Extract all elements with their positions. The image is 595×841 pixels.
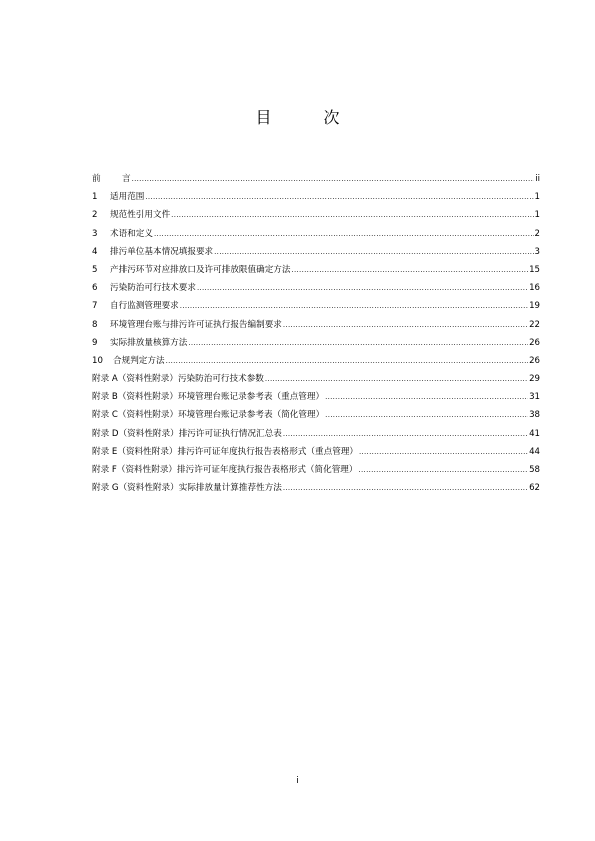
toc-entry-8[interactable] (92, 316, 540, 334)
toc-entry-4[interactable] (92, 243, 540, 261)
toc-entry-label: 言 (122, 174, 131, 184)
toc-entry-appendix-c[interactable] (92, 406, 540, 424)
toc-entry-label: 附录 B（资料性附录）环境管理台账记录参考表（重点管理） (92, 392, 325, 403)
toc-entry-7[interactable] (92, 297, 540, 315)
toc-entry-label: 规范性引用文件 (110, 210, 171, 221)
toc-entry-number: 1 (92, 192, 98, 203)
toc-entry-page: 26 (529, 337, 540, 348)
toc-entry-label: 产排污环节对应排放口及许可排放限值确定方法 (110, 264, 291, 275)
toc-leader-dots (132, 170, 535, 188)
toc-entry-label: 环境管理台账与排污许可证执行报告编制要求 (110, 319, 282, 330)
toc-entry-number: 2 (92, 210, 98, 221)
toc-entry-page: 15 (529, 264, 540, 275)
toc-leader-dots (359, 443, 528, 461)
toc-entry-label: 附录 F（资料性附录）排污许可证年度执行报告表格形式（简化管理） (92, 465, 358, 475)
toc-entry-label: 附录 C（资料性附录）环境管理台账记录参考表（简化管理） (92, 410, 325, 421)
toc-entry-label: 术语和定义 (110, 228, 153, 239)
toc-entry-label: 自行监测管理要求 (110, 301, 179, 312)
toc-leader-dots (180, 297, 528, 315)
toc-leader-dots (166, 352, 528, 370)
toc-entry-appendix-f[interactable] (92, 461, 540, 479)
toc-entry-number: 前 (92, 174, 101, 184)
toc-leader-dots (283, 316, 528, 334)
toc-entry-page: ii (535, 174, 540, 184)
toc-entry-number: 6 (92, 283, 98, 294)
toc-leader-dots (325, 406, 528, 424)
toc-entry-page: 19 (529, 301, 540, 312)
toc-entry-number: 4 (92, 246, 98, 257)
toc-entry-label: 附录 E（资料性附录）排污许可证年度执行报告表格形式（重点管理） (92, 446, 358, 457)
toc-entry-1[interactable] (92, 188, 540, 206)
toc-entry-5[interactable] (92, 261, 540, 279)
toc-entry-page: 44 (529, 446, 540, 457)
toc-entry-number: 5 (92, 264, 98, 275)
toc-entry-page: 58 (529, 465, 540, 475)
toc-title: 目 次 (255, 108, 358, 127)
toc-leader-dots (197, 279, 528, 297)
toc-entry-number: 9 (92, 337, 98, 348)
toc-entry-label: 排污单位基本情况填报要求 (110, 246, 214, 257)
toc-entry-number: 3 (92, 228, 98, 239)
toc-entry-page: 1 (534, 192, 540, 203)
toc-entry-10[interactable] (92, 352, 540, 370)
toc-entry-appendix-e[interactable] (92, 443, 540, 461)
toc-leader-dots (291, 261, 528, 279)
toc-entry-appendix-g[interactable] (92, 479, 540, 497)
toc-entry-page: 38 (529, 410, 540, 421)
toc-entry-page: 31 (529, 392, 540, 403)
toc-entry-appendix-a[interactable] (92, 370, 540, 388)
toc-entry-page: 26 (529, 355, 540, 366)
toc-entry-page: 41 (529, 428, 540, 439)
toc-entry-6[interactable] (92, 279, 540, 297)
toc-leader-dots (145, 188, 533, 206)
toc-entry-page: 29 (529, 374, 540, 385)
toc-leader-dots (359, 461, 529, 479)
toc-leader-dots (325, 388, 528, 406)
toc-entry-page: 22 (529, 319, 540, 330)
toc-entry-9[interactable] (92, 334, 540, 352)
page-number: i (296, 776, 299, 786)
toc-leader-dots (214, 243, 533, 261)
toc-entry-page: 2 (534, 228, 540, 239)
toc-entry-number: 8 (92, 319, 98, 330)
toc-entry-label: 实际排放量核算方法 (110, 337, 188, 348)
toc-leader-dots (188, 334, 528, 352)
toc-entry-page: 16 (529, 283, 540, 294)
toc-entry-label: 污染防治可行技术要求 (110, 283, 196, 294)
toc-entry-appendix-d[interactable] (92, 425, 540, 443)
toc-entry-label: 附录 A（资料性附录）污染防治可行技术参数 (92, 374, 264, 385)
toc-leader-dots (265, 370, 528, 388)
toc-entry-page: 1 (534, 210, 540, 221)
toc-entry-number: 7 (92, 301, 98, 312)
toc-entry-page: 3 (534, 246, 540, 257)
toc-entry-number: 10 (92, 355, 103, 366)
toc-leader-dots (171, 206, 533, 224)
toc-entry-label: 附录 G（资料性附录）实际排放量计算推荐性方法 (92, 483, 282, 494)
toc-leader-dots (283, 425, 528, 443)
toc-entry-foreword[interactable] (92, 170, 540, 188)
toc-entry-label: 附录 D（资料性附录）排污许可证执行情况汇总表 (92, 428, 282, 439)
toc-entry-page: 62 (529, 483, 540, 494)
toc-entry-2[interactable] (92, 206, 540, 224)
toc-leader-dots (154, 225, 534, 243)
toc-leader-dots (283, 479, 528, 497)
table-of-contents (92, 170, 540, 497)
toc-entry-label: 合规判定方法 (113, 355, 165, 366)
toc-entry-label: 适用范围 (110, 192, 145, 203)
toc-entry-appendix-b[interactable] (92, 388, 540, 406)
toc-entry-3[interactable] (92, 225, 540, 243)
